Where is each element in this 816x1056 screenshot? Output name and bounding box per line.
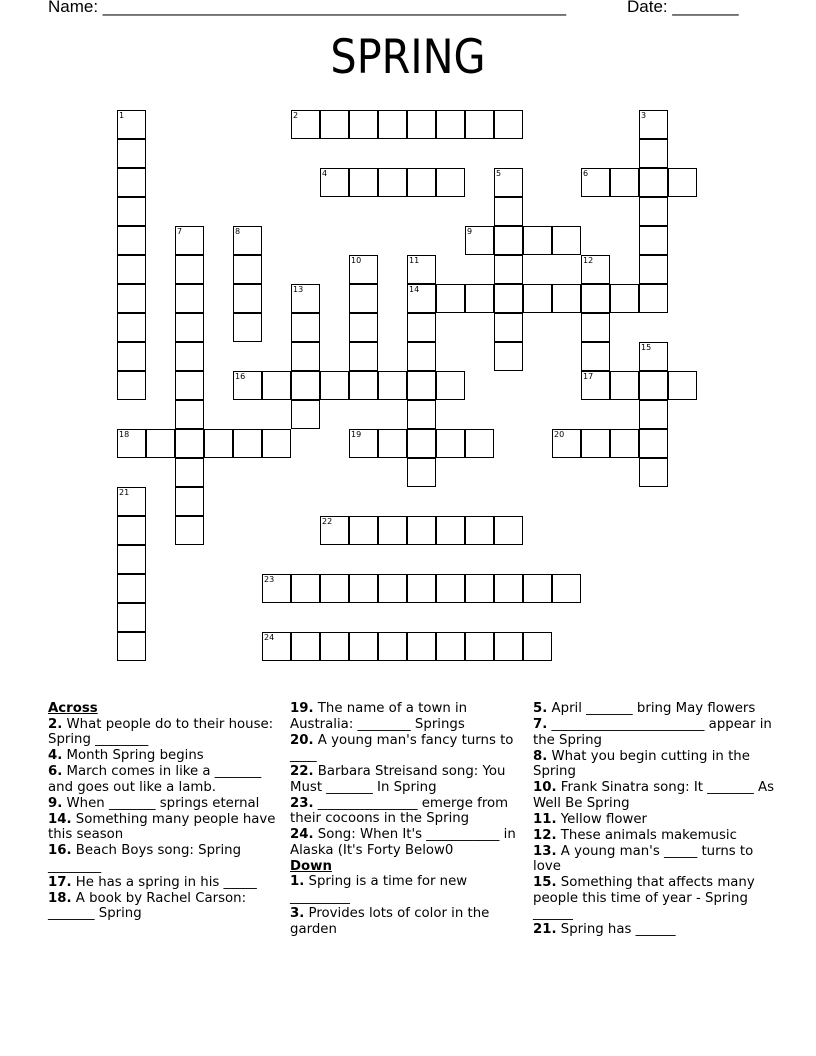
grid-cell[interactable] bbox=[175, 400, 204, 429]
clue-number: 15 bbox=[641, 343, 652, 352]
clue-number: 16 bbox=[235, 372, 246, 381]
grid-cell[interactable] bbox=[378, 632, 407, 661]
grid-cell[interactable] bbox=[407, 168, 436, 197]
grid-cell[interactable] bbox=[407, 574, 436, 603]
grid-cell[interactable] bbox=[407, 516, 436, 545]
grid-cell[interactable] bbox=[465, 429, 494, 458]
grid-cell[interactable] bbox=[465, 226, 494, 255]
grid-cell[interactable] bbox=[378, 429, 407, 458]
clue-number: 13 bbox=[293, 285, 304, 294]
grid-cell[interactable] bbox=[581, 429, 610, 458]
grid-cell[interactable] bbox=[436, 429, 465, 458]
clue-number: 10 bbox=[351, 256, 362, 265]
clue-across-18: 18. A book by Rachel Carson: _______ Spring bbox=[48, 890, 247, 922]
grid-cell[interactable] bbox=[204, 429, 233, 458]
clue-number: 23 bbox=[264, 575, 275, 584]
clue-down-12: 12. These animals makemusic bbox=[533, 827, 737, 843]
grid-cell[interactable] bbox=[436, 168, 465, 197]
grid-cell[interactable] bbox=[639, 342, 668, 371]
grid-cell[interactable] bbox=[175, 487, 204, 516]
clue-down-11: 11. Yellow flower bbox=[533, 811, 647, 827]
grid-cell[interactable] bbox=[117, 545, 146, 574]
grid-cell[interactable] bbox=[436, 284, 465, 313]
grid-cell[interactable] bbox=[320, 371, 349, 400]
grid-cell[interactable] bbox=[320, 516, 349, 545]
grid-cell[interactable] bbox=[117, 632, 146, 661]
clue-down-8: 8. What you begin cutting in the Spring bbox=[533, 748, 750, 780]
grid-cell[interactable] bbox=[117, 313, 146, 342]
grid-cell[interactable] bbox=[349, 313, 378, 342]
grid-cell[interactable] bbox=[610, 429, 639, 458]
clue-down-1: 1. Spring is a time for new _________ bbox=[290, 874, 468, 906]
clue-number: 4 bbox=[322, 169, 328, 178]
grid-cell[interactable] bbox=[291, 400, 320, 429]
grid-cell[interactable] bbox=[291, 284, 320, 313]
clue-number: 6 bbox=[583, 169, 589, 178]
grid-cell[interactable] bbox=[378, 371, 407, 400]
grid-cell[interactable] bbox=[552, 284, 581, 313]
clue-number: 12 bbox=[583, 256, 594, 265]
grid-cell[interactable] bbox=[494, 313, 523, 342]
grid-cell[interactable] bbox=[349, 110, 378, 139]
grid-cell[interactable] bbox=[146, 429, 175, 458]
grid-cell[interactable] bbox=[494, 574, 523, 603]
grid-cell[interactable] bbox=[407, 313, 436, 342]
grid-cell[interactable] bbox=[610, 284, 639, 313]
clue-across-17: 17. He has a spring in his _____ bbox=[48, 874, 257, 890]
grid-cell[interactable] bbox=[436, 632, 465, 661]
clue-across-19: 19. The name of a town in Australia: ________ Springs bbox=[290, 701, 468, 732]
grid-cell[interactable] bbox=[117, 516, 146, 545]
clue-number: 2 bbox=[293, 111, 299, 120]
grid-cell[interactable] bbox=[117, 487, 146, 516]
grid-cell[interactable] bbox=[523, 574, 552, 603]
grid-cell[interactable] bbox=[436, 574, 465, 603]
grid-cell[interactable] bbox=[639, 197, 668, 226]
grid-cell[interactable] bbox=[291, 110, 320, 139]
grid-cell[interactable] bbox=[262, 574, 291, 603]
grid-cell[interactable] bbox=[552, 574, 581, 603]
down-heading: Down bbox=[290, 858, 332, 874]
grid-cell[interactable] bbox=[320, 632, 349, 661]
grid-cell[interactable] bbox=[378, 574, 407, 603]
grid-cell[interactable] bbox=[581, 168, 610, 197]
grid-cell[interactable] bbox=[581, 284, 610, 313]
grid-cell[interactable] bbox=[320, 168, 349, 197]
clue-across-4: 4. Month Spring begins bbox=[48, 748, 204, 764]
grid-cell[interactable] bbox=[436, 516, 465, 545]
grid-cell[interactable] bbox=[639, 255, 668, 284]
grid-cell[interactable] bbox=[436, 110, 465, 139]
grid-cell[interactable] bbox=[494, 632, 523, 661]
clue-across-14: 14. Something many people have this season bbox=[48, 811, 276, 843]
grid-cell[interactable] bbox=[233, 313, 262, 342]
grid-cell[interactable] bbox=[436, 371, 465, 400]
date-field-label: Date: _______ bbox=[627, 0, 739, 16]
grid-cell[interactable] bbox=[262, 429, 291, 458]
grid-cell[interactable] bbox=[639, 139, 668, 168]
grid-cell[interactable] bbox=[494, 226, 523, 255]
grid-cell[interactable] bbox=[639, 168, 668, 197]
grid-cell[interactable] bbox=[581, 255, 610, 284]
grid-cell[interactable] bbox=[349, 371, 378, 400]
grid-cell[interactable] bbox=[233, 255, 262, 284]
grid-cell[interactable] bbox=[407, 429, 436, 458]
grid-cell[interactable] bbox=[117, 139, 146, 168]
grid-cell[interactable] bbox=[581, 313, 610, 342]
name-field-label: Name: _________________________________________________ bbox=[48, 0, 567, 16]
grid-cell[interactable] bbox=[175, 458, 204, 487]
grid-cell[interactable] bbox=[349, 574, 378, 603]
grid-cell[interactable] bbox=[117, 197, 146, 226]
grid-cell[interactable] bbox=[117, 284, 146, 313]
grid-cell[interactable] bbox=[407, 284, 436, 313]
grid-cell[interactable] bbox=[175, 313, 204, 342]
grid-cell[interactable] bbox=[378, 516, 407, 545]
grid-cell[interactable] bbox=[407, 632, 436, 661]
grid-cell[interactable] bbox=[349, 632, 378, 661]
grid-cell[interactable] bbox=[494, 197, 523, 226]
grid-cell[interactable] bbox=[117, 226, 146, 255]
grid-cell[interactable] bbox=[175, 226, 204, 255]
grid-cell[interactable] bbox=[494, 255, 523, 284]
grid-cell[interactable] bbox=[639, 458, 668, 487]
clues-column-1 bbox=[48, 701, 283, 922]
grid-cell[interactable] bbox=[291, 371, 320, 400]
grid-cell[interactable] bbox=[233, 371, 262, 400]
grid-cell[interactable] bbox=[262, 371, 291, 400]
grid-cell[interactable] bbox=[117, 168, 146, 197]
grid-cell[interactable] bbox=[639, 284, 668, 313]
grid-cell[interactable] bbox=[610, 168, 639, 197]
grid-cell[interactable] bbox=[494, 516, 523, 545]
grid-cell[interactable] bbox=[378, 168, 407, 197]
grid-cell[interactable] bbox=[523, 284, 552, 313]
grid-cell[interactable] bbox=[349, 255, 378, 284]
grid-cell[interactable] bbox=[639, 429, 668, 458]
clue-number: 8 bbox=[235, 227, 241, 236]
clue-number: 7 bbox=[177, 227, 183, 236]
grid-cell[interactable] bbox=[668, 168, 697, 197]
grid-cell[interactable] bbox=[233, 284, 262, 313]
grid-cell[interactable] bbox=[639, 226, 668, 255]
puzzle-title: SPRING bbox=[330, 30, 486, 85]
grid-cell[interactable] bbox=[552, 226, 581, 255]
grid-cell[interactable] bbox=[175, 284, 204, 313]
grid-cell[interactable] bbox=[175, 516, 204, 545]
grid-cell[interactable] bbox=[552, 429, 581, 458]
grid-cell[interactable] bbox=[233, 429, 262, 458]
clue-number: 19 bbox=[351, 430, 362, 439]
grid-cell[interactable] bbox=[407, 400, 436, 429]
grid-cell[interactable] bbox=[494, 110, 523, 139]
grid-cell[interactable] bbox=[610, 371, 639, 400]
clue-number: 1 bbox=[119, 111, 125, 120]
grid-cell[interactable] bbox=[465, 110, 494, 139]
grid-cell[interactable] bbox=[407, 371, 436, 400]
clue-across-24: 24. Song: When It's ___________ in Alaska (It's Forty Below0 bbox=[290, 827, 516, 858]
grid-cell[interactable] bbox=[378, 110, 407, 139]
grid-cell[interactable] bbox=[465, 516, 494, 545]
grid-cell[interactable] bbox=[233, 226, 262, 255]
grid-cell[interactable] bbox=[465, 632, 494, 661]
grid-cell[interactable] bbox=[581, 342, 610, 371]
grid-cell[interactable] bbox=[117, 603, 146, 632]
clue-down-7: 7. _______________________ appear in the Spring bbox=[533, 716, 772, 748]
clue-number: 20 bbox=[554, 430, 565, 439]
grid-cell[interactable] bbox=[407, 255, 436, 284]
clues-column-2 bbox=[290, 701, 525, 938]
grid-cell[interactable] bbox=[117, 342, 146, 371]
grid-cell[interactable] bbox=[349, 516, 378, 545]
grid-cell[interactable] bbox=[117, 371, 146, 400]
clue-down-10: 10. Frank Sinatra song: It _______ As Well Be Spring bbox=[533, 780, 774, 811]
clues-column-3 bbox=[533, 701, 778, 938]
grid-cell[interactable] bbox=[407, 458, 436, 487]
grid-cell[interactable] bbox=[262, 632, 291, 661]
grid-cell[interactable] bbox=[581, 371, 610, 400]
grid-cell[interactable] bbox=[349, 168, 378, 197]
grid-cell[interactable] bbox=[494, 342, 523, 371]
grid-cell[interactable] bbox=[175, 255, 204, 284]
grid-cell[interactable] bbox=[407, 342, 436, 371]
grid-cell[interactable] bbox=[494, 284, 523, 313]
grid-cell[interactable] bbox=[175, 429, 204, 458]
clue-number: 17 bbox=[583, 372, 594, 381]
grid-cell[interactable] bbox=[117, 574, 146, 603]
clue-down-13: 13. A young man's _____ turns to love bbox=[533, 843, 754, 875]
clue-down-5: 5. April _______ bring May flowers bbox=[533, 701, 756, 716]
clue-across-16: 16. Beach Boys song: Spring ________ bbox=[48, 843, 242, 874]
clue-number: 5 bbox=[496, 169, 502, 178]
clue-number: 22 bbox=[322, 517, 333, 526]
grid-cell[interactable] bbox=[291, 632, 320, 661]
grid-cell[interactable] bbox=[639, 110, 668, 139]
grid-cell[interactable] bbox=[320, 110, 349, 139]
clue-number: 11 bbox=[409, 256, 420, 265]
clue-down-3: 3. Provides lots of color in the garden bbox=[290, 906, 490, 937]
clue-down-15: 15. Something that affects many people this time of year - Spring ______ bbox=[533, 875, 755, 922]
grid-cell[interactable] bbox=[407, 110, 436, 139]
grid-cell[interactable] bbox=[175, 342, 204, 371]
grid-cell[interactable] bbox=[465, 574, 494, 603]
clue-number: 18 bbox=[119, 430, 130, 439]
grid-cell[interactable] bbox=[175, 371, 204, 400]
grid-cell[interactable] bbox=[117, 110, 146, 139]
grid-cell[interactable] bbox=[291, 574, 320, 603]
grid-cell[interactable] bbox=[117, 255, 146, 284]
grid-cell[interactable] bbox=[349, 284, 378, 313]
grid-cell[interactable] bbox=[465, 284, 494, 313]
grid-cell[interactable] bbox=[320, 574, 349, 603]
clue-number: 24 bbox=[264, 633, 275, 642]
grid-cell[interactable] bbox=[639, 400, 668, 429]
grid-cell[interactable] bbox=[523, 632, 552, 661]
clue-down-21: 21. Spring has ______ bbox=[533, 922, 676, 938]
grid-cell[interactable] bbox=[349, 342, 378, 371]
clue-number: 3 bbox=[641, 111, 647, 120]
clue-number: 14 bbox=[409, 285, 420, 294]
clue-number: 9 bbox=[467, 227, 473, 236]
clue-across-20: 20. A young man's fancy turns to ____ bbox=[290, 732, 514, 764]
clue-across-2: 2. What people do to their house: Spring ________ bbox=[48, 716, 274, 748]
grid-cell[interactable] bbox=[291, 342, 320, 371]
grid-cell[interactable] bbox=[291, 313, 320, 342]
across-heading: Across bbox=[48, 701, 98, 716]
clue-across-9: 9. When _______ springs eternal bbox=[48, 795, 260, 811]
grid-cell[interactable] bbox=[117, 429, 146, 458]
grid-cell[interactable] bbox=[494, 168, 523, 197]
clue-across-23: 23. _______________ emerge from their cocoons in the Spring bbox=[290, 795, 509, 827]
grid-cell[interactable] bbox=[349, 429, 378, 458]
clue-across-22: 22. Barbara Streisand song: You Must _______ In Spring bbox=[290, 764, 506, 795]
clue-number: 21 bbox=[119, 488, 130, 497]
grid-cell[interactable] bbox=[639, 371, 668, 400]
grid-cell[interactable] bbox=[668, 371, 697, 400]
grid-cell[interactable] bbox=[523, 226, 552, 255]
clue-across-6: 6. March comes in like a _______ and goes out like a lamb. bbox=[48, 764, 262, 795]
